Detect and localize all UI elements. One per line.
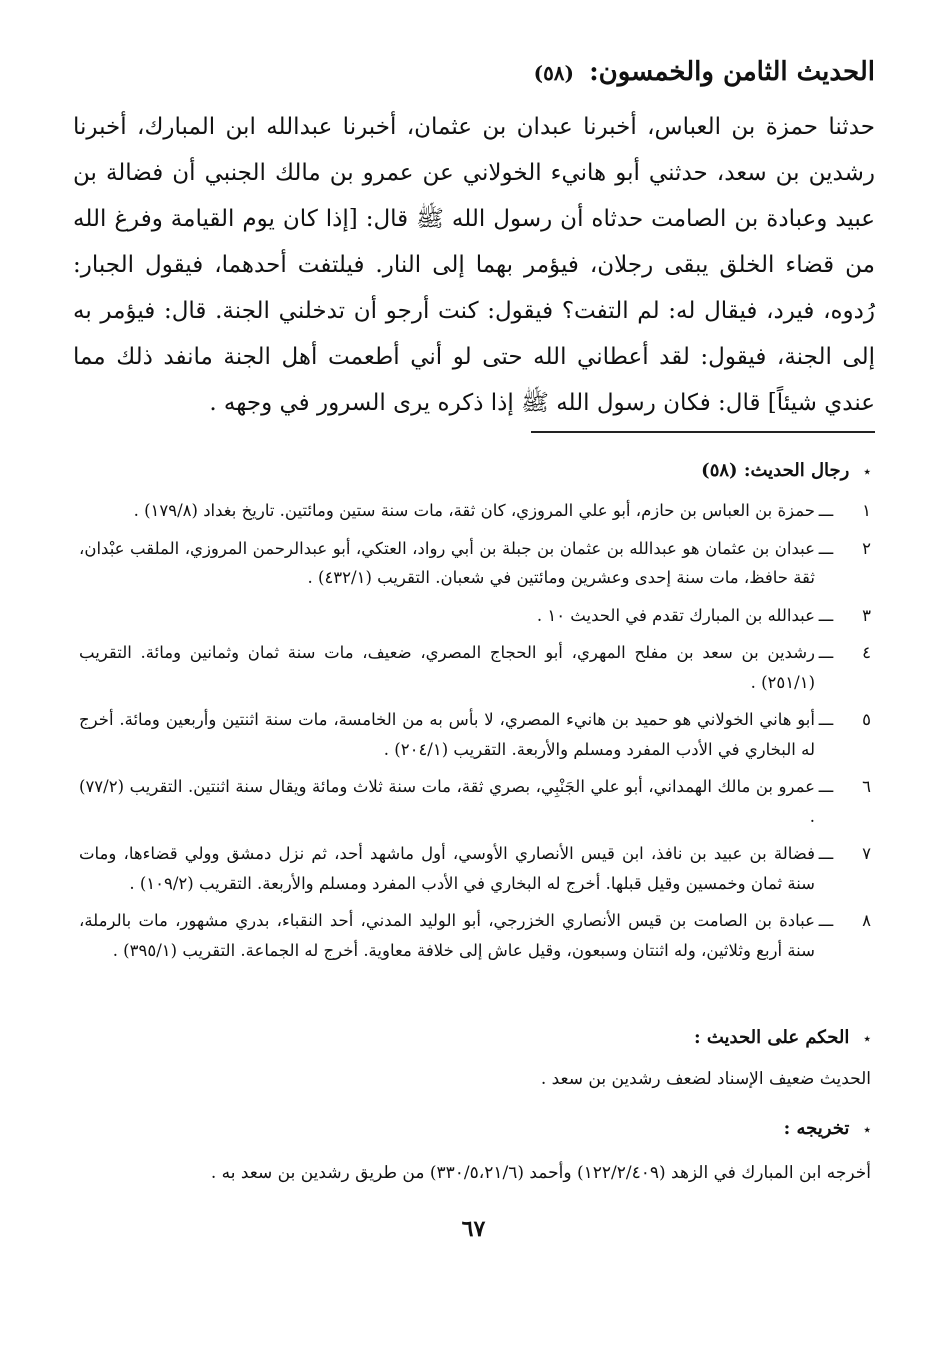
narrator-index: ٦ — [862, 777, 871, 796]
narrator-dash: ـــ — [818, 501, 834, 520]
narrator-item — [79, 601, 871, 631]
narrators-list — [79, 496, 871, 973]
narrator-dash: ـــ — [818, 911, 834, 930]
narrators-heading-text: رجال الحديث: (٥٨) — [701, 460, 850, 481]
takhrij-heading-text: تخريجه : — [783, 1118, 850, 1139]
narrator-index: ٣ — [862, 605, 871, 625]
narrator-index: ١ — [862, 501, 871, 520]
star-icon: ٭ — [863, 464, 871, 480]
narrator-dash: ـــ — [818, 605, 834, 625]
narrator-index: ٧ — [862, 844, 871, 863]
narrator-index: ٥ — [862, 710, 871, 729]
hadith-number: (٥٨) — [533, 61, 575, 85]
narrator-text: فضالة بن عبيد بن نافذ، ابن قيس الأنصاري الأوسي، أول ماشهد أحد، ثم نزل دمشق وولي قضاءها، ومات سنة ثمان وخمسين وقيل قبلها. أخرج له البخاري في الأدب المفرد ومسلم والأربعة. التقريب (١٠٩/٢) . — [79, 844, 815, 893]
narrator-item — [79, 638, 871, 697]
narrator-text: عبدالله بن المبارك تقدم في الحديث ١٠ . — [536, 605, 815, 625]
narrator-text: عبدان بن عثمان هو عبدالله بن عثمان بن جبلة بن أبي رواد، العتكي، أبو عبدالرحمن المروزي، الملقب عبْدان، ثقة حافظ، مات سنة إحدى وعشرين ومائتين في شعبان. التقريب (٤٣٢/١) . — [79, 538, 815, 587]
narrator-index: ٨ — [862, 911, 871, 930]
narrator-item — [79, 839, 871, 898]
narrator-dash: ـــ — [818, 643, 834, 662]
narrator-dash: ـــ — [818, 844, 834, 863]
narrator-index: ٢ — [862, 538, 871, 558]
page-number: ٦٧ — [461, 1216, 486, 1242]
narrator-text: أبو هاني الخولاني هو حميد بن هانيء المصري، لا بأس به من الخامسة، مات سنة اثنتين وأربعين ومائة. أخرج له البخاري في الأدب المفرد ومسلم والأربعة. التقريب (٢٠٤/١) . — [79, 710, 815, 759]
narrator-item — [79, 906, 871, 965]
narrator-dash: ـــ — [818, 538, 834, 558]
narrator-text: عمرو بن مالك الهمداني، أبو علي الجَنْبِي، بصري ثقة، مات سنة ثلاث ومائة ويقال سنة اثنتين. التقريب (٧٧/٢) . — [79, 777, 815, 826]
narrator-item — [79, 772, 871, 831]
hadith-title: الحديث الثامن والخمسون: — [589, 57, 875, 87]
narrator-text: حمزة بن العباس بن حازم، أبو علي المروزي، كان ثقة، مات سنة ستين ومائتين. تاريخ بغداد (١٧٩/٨) . — [133, 501, 815, 520]
star-icon: ٭ — [863, 1122, 871, 1138]
narrator-item — [79, 496, 871, 526]
hadith-heading — [534, 52, 875, 93]
takhrij-text: أخرجه ابن المبارك في الزهد (١٢٢/٢/٤٠٩) وأحمد (٣٣٠/٥،٢١/٦) من طريق رشدين بن سعد به . — [210, 1163, 871, 1183]
narrator-text: عبادة بن الصامت بن قيس الأنصاري الخزرجي، أبو الوليد المدني، أحد النقباء، بدري مشهور، مات بالرملة، سنة أربع وثلاثين، وله اثنتان وسبعون، وقيل عاش إلى خلافة معاوية. أخرج له الجماعة. التقريب (٣٩٥/١) . — [79, 911, 815, 960]
ruling-heading — [694, 1024, 871, 1053]
ruling-heading-text: الحكم على الحديث : — [693, 1027, 850, 1048]
narrator-text: رشدين بن سعد بن مفلح المهري، أبو الحجاج المصري، ضعيف، مات سنة ثمان وثمانين ومائة. التقريب (٢٥١/١) . — [79, 643, 815, 692]
ruling-text: الحديث ضعيف الإسناد لضعف رشدين بن سعد . — [540, 1069, 871, 1089]
narrator-dash: ـــ — [818, 777, 834, 796]
narrator-index: ٤ — [862, 643, 871, 662]
hadith-body — [73, 104, 875, 426]
footnote-divider — [531, 431, 875, 433]
narrator-item — [79, 534, 871, 593]
narrator-dash: ـــ — [818, 710, 834, 729]
takhrij-heading — [784, 1115, 871, 1144]
hadith-text: حدثنا حمزة بن العباس، أخبرنا عبدان بن عثمان، أخبرنا عبدالله ابن المبارك، أخبرنا رشدين بن سعد، حدثني أبو هانيء الخولاني عن عمرو بن مالك الجنبي أن فضالة بن عبيد وعبادة بن الصامت حدثاه أن رسول الله ﷺ قال: [إذا كان يوم القيامة وفرغ الله من قضاء الخلق يبقى رجلان، فيؤمر بهما إلى النار. فيلتفت أحدهما، فيقول الجبار: رُدوه، فيرد، فيقال له: لم التفت؟ فيقول: كنت أرجو أن تدخلني الجنة. قال: فيؤمر به إلى الجنة، فيقول: لقد أعطاني الله حتى لو أني أطعمت أهل الجنة مانفد ذلك مما عندي شيئاً] قال: فكان رسول الله ﷺ إذا ذكره يرى السرور في وجهه . — [73, 114, 875, 416]
narrator-item — [79, 705, 871, 764]
star-icon: ٭ — [863, 1031, 871, 1047]
narrators-heading — [701, 457, 871, 486]
